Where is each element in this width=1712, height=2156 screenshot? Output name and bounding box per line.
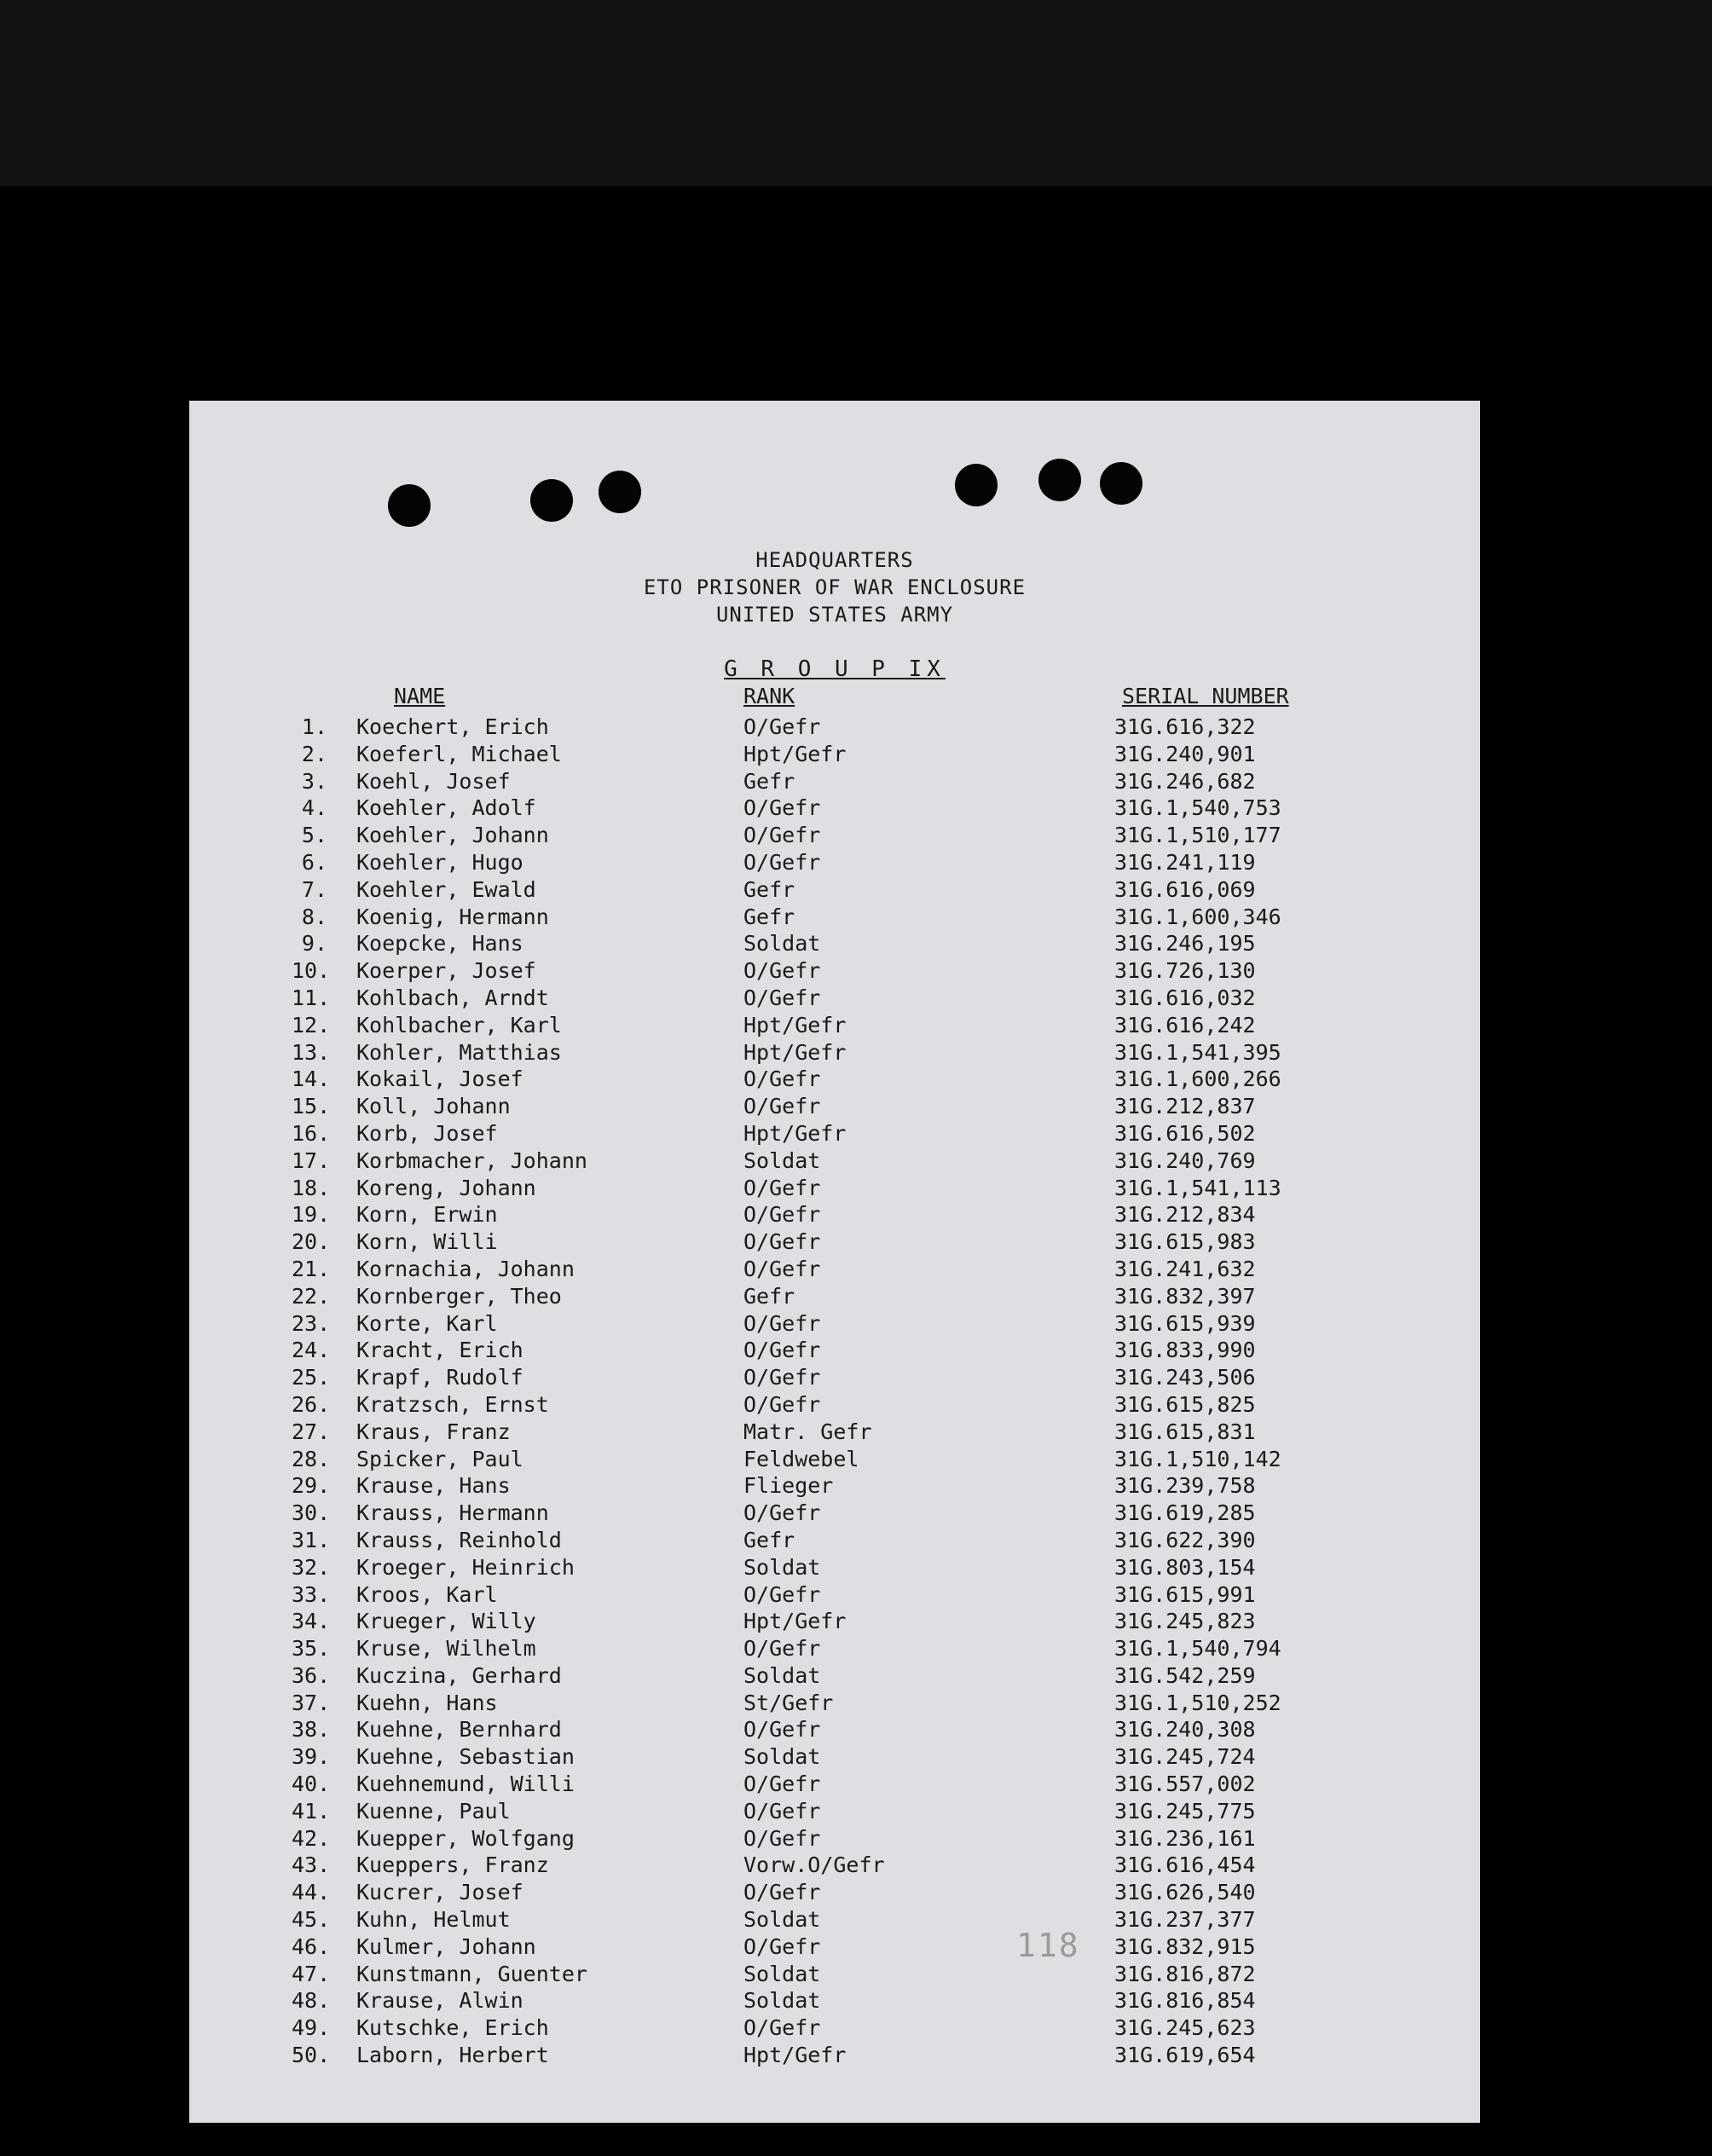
prisoner-name: Koehler, Hugo — [356, 849, 523, 875]
serial-number: 31G.1,541,395 — [1114, 1039, 1281, 1065]
prisoner-rank: Soldat — [743, 1554, 821, 1580]
row-number: 23. — [292, 1310, 331, 1336]
list-item — [189, 1338, 1480, 1365]
list-item — [189, 1284, 1480, 1311]
serial-number: 31G.240,901 — [1114, 741, 1256, 766]
prisoner-rank: O/Gefr — [743, 1500, 821, 1526]
serial-number: 31G.246,195 — [1114, 931, 1256, 957]
row-number: 33. — [292, 1581, 331, 1607]
list-item — [189, 1555, 1480, 1582]
prisoner-list — [189, 714, 1480, 2070]
list-item — [189, 1121, 1480, 1148]
serial-number: 31G.1,510,252 — [1114, 1690, 1281, 1715]
serial-number: 31G.616,069 — [1114, 876, 1256, 902]
row-number: 11. — [292, 985, 331, 1010]
prisoner-name: Koenig, Hermann — [356, 904, 549, 929]
prisoner-rank: Soldat — [743, 1988, 821, 2014]
column-header-name: NAME — [394, 684, 446, 708]
serial-number: 31G.833,990 — [1114, 1338, 1256, 1363]
prisoner-name: Koepcke, Hans — [356, 931, 523, 957]
prisoner-rank: O/Gefr — [743, 958, 821, 984]
prisoner-rank: O/Gefr — [743, 714, 821, 739]
prisoner-rank: Soldat — [743, 1147, 821, 1173]
header-line-1: HEADQUARTERS — [755, 548, 914, 572]
list-item — [189, 795, 1480, 823]
serial-number: 31G.616,322 — [1114, 714, 1256, 739]
row-number: 17. — [292, 1147, 331, 1173]
list-item — [189, 1392, 1480, 1419]
prisoner-rank: Soldat — [743, 1907, 821, 1933]
punch-hole — [388, 484, 431, 527]
row-number: 40. — [292, 1772, 331, 1797]
list-item — [189, 1691, 1480, 1718]
serial-number: 31G.615,825 — [1114, 1391, 1256, 1417]
row-number: 16. — [292, 1120, 331, 1146]
prisoner-name: Kunstmann, Guenter — [356, 1961, 587, 1986]
prisoner-name: Koehler, Johann — [356, 823, 549, 848]
prisoner-rank: O/Gefr — [743, 795, 821, 821]
prisoner-name: Kornachia, Johann — [356, 1256, 575, 1281]
serial-number: 31G.622,390 — [1114, 1527, 1256, 1552]
prisoner-name: Kruse, Wilhelm — [356, 1636, 536, 1662]
serial-number: 31G.616,032 — [1114, 985, 1256, 1010]
prisoner-name: Kutschke, Erich — [356, 2015, 549, 2041]
list-item — [189, 1365, 1480, 1392]
prisoner-rank: Flieger — [743, 1473, 834, 1499]
prisoner-rank: Gefr — [743, 1527, 795, 1552]
row-number: 41. — [292, 1798, 331, 1824]
row-number: 35. — [292, 1636, 331, 1662]
prisoner-rank: O/Gefr — [743, 1825, 821, 1851]
column-header-rank: RANK — [743, 684, 795, 708]
prisoner-name: Krauss, Reinhold — [356, 1527, 562, 1552]
list-item — [189, 1853, 1480, 1880]
serial-number: 31G.240,308 — [1114, 1717, 1256, 1743]
serial-number: 31G.1,510,177 — [1114, 823, 1281, 848]
list-item — [189, 1094, 1480, 1121]
row-number: 47. — [292, 1961, 331, 1986]
serial-number: 31G.615,939 — [1114, 1310, 1256, 1336]
prisoner-rank: O/Gefr — [743, 985, 821, 1010]
row-number: 14. — [292, 1066, 331, 1092]
serial-number: 31G.615,983 — [1114, 1229, 1256, 1255]
prisoner-name: Krueger, Willy — [356, 1609, 536, 1634]
prisoner-name: Koehler, Ewald — [356, 876, 536, 902]
list-item — [189, 1880, 1480, 1907]
prisoner-rank: O/Gefr — [743, 1256, 821, 1281]
serial-number: 31G.245,823 — [1114, 1609, 1256, 1634]
list-item — [189, 769, 1480, 796]
serial-number: 31G.245,724 — [1114, 1744, 1256, 1770]
row-number: 12. — [292, 1012, 331, 1038]
prisoner-name: Korn, Erwin — [356, 1202, 498, 1228]
prisoner-name: Kuehnemund, Willi — [356, 1772, 575, 1797]
prisoner-name: Korn, Willi — [356, 1229, 498, 1255]
prisoner-rank: O/Gefr — [743, 1066, 821, 1092]
prisoner-rank: O/Gefr — [743, 1202, 821, 1228]
prisoner-rank: Soldat — [743, 1662, 821, 1688]
list-item — [189, 1013, 1480, 1040]
list-item — [189, 1609, 1480, 1636]
prisoner-name: Kokail, Josef — [356, 1066, 523, 1092]
row-number: 42. — [292, 1825, 331, 1851]
group-title: G R O U P IX — [724, 656, 946, 682]
list-item — [189, 931, 1480, 958]
prisoner-name: Krause, Alwin — [356, 1988, 523, 2014]
prisoner-rank: O/Gefr — [743, 1933, 821, 1959]
serial-number: 31G.616,242 — [1114, 1012, 1256, 1038]
row-number: 24. — [292, 1338, 331, 1363]
row-number: 46. — [292, 1933, 331, 1959]
row-number: 8. — [301, 904, 327, 929]
list-item — [189, 1311, 1480, 1338]
prisoner-rank: O/Gefr — [743, 1338, 821, 1363]
list-item — [189, 742, 1480, 769]
prisoner-name: Kratzsch, Ernst — [356, 1391, 549, 1417]
list-item — [189, 850, 1480, 877]
list-item — [189, 1176, 1480, 1203]
serial-number: 31G.1,600,266 — [1114, 1066, 1281, 1092]
prisoner-rank: Gefr — [743, 1283, 795, 1309]
serial-number: 31G.240,769 — [1114, 1147, 1256, 1173]
list-item — [189, 823, 1480, 850]
prisoner-name: Korb, Josef — [356, 1120, 498, 1146]
row-number: 2. — [301, 741, 327, 766]
prisoner-name: Koehler, Adolf — [356, 795, 536, 821]
list-item — [189, 1473, 1480, 1500]
prisoner-name: Kracht, Erich — [356, 1338, 523, 1363]
prisoner-rank: Hpt/Gefr — [743, 2043, 847, 2068]
serial-number: 31G.726,130 — [1114, 958, 1256, 984]
list-item — [189, 1040, 1480, 1067]
row-number: 37. — [292, 1690, 331, 1715]
serial-number: 31G.626,540 — [1114, 1880, 1256, 1905]
prisoner-name: Kuehn, Hans — [356, 1690, 498, 1715]
prisoner-name: Kroeger, Heinrich — [356, 1554, 575, 1580]
row-number: 15. — [292, 1094, 331, 1119]
serial-number: 31G.615,831 — [1114, 1419, 1256, 1444]
row-number: 28. — [292, 1446, 331, 1471]
prisoner-rank: Gefr — [743, 876, 795, 902]
list-item — [189, 1066, 1480, 1094]
prisoner-rank: O/Gefr — [743, 1581, 821, 1607]
list-item — [189, 1148, 1480, 1176]
list-item — [189, 1500, 1480, 1528]
header-line-2: ETO PRISONER OF WAR ENCLOSURE — [643, 575, 1027, 599]
list-item — [189, 2015, 1480, 2043]
list-item — [189, 1582, 1480, 1610]
prisoner-rank: Gefr — [743, 768, 795, 794]
row-number: 10. — [292, 958, 331, 984]
row-number: 18. — [292, 1175, 331, 1200]
row-number: 38. — [292, 1717, 331, 1743]
punch-hole — [1038, 459, 1081, 501]
row-number: 44. — [292, 1880, 331, 1905]
prisoner-name: Krapf, Rudolf — [356, 1365, 523, 1390]
serial-number: 31G.1,541,113 — [1114, 1175, 1281, 1200]
prisoner-rank: O/Gefr — [743, 823, 821, 848]
prisoner-rank: O/Gefr — [743, 1229, 821, 1255]
serial-number: 31G.619,654 — [1114, 2043, 1256, 2068]
row-number: 50. — [292, 2043, 331, 2068]
prisoner-name: Koechert, Erich — [356, 714, 549, 739]
serial-number: 31G.245,623 — [1114, 2015, 1256, 2041]
prisoner-rank: O/Gefr — [743, 1717, 821, 1743]
serial-number: 31G.832,915 — [1114, 1933, 1256, 1959]
list-item — [189, 1663, 1480, 1691]
prisoner-name: Koll, Johann — [356, 1094, 511, 1119]
prisoner-name: Krauss, Hermann — [356, 1500, 549, 1526]
prisoner-name: Kuepper, Wolfgang — [356, 1825, 575, 1851]
row-number: 21. — [292, 1256, 331, 1281]
serial-number: 31G.241,119 — [1114, 849, 1256, 875]
serial-number: 31G.816,872 — [1114, 1961, 1256, 1986]
list-item — [189, 1988, 1480, 2015]
prisoner-name: Korte, Karl — [356, 1310, 498, 1336]
row-number: 26. — [292, 1391, 331, 1417]
list-item — [189, 1934, 1480, 1962]
row-number: 30. — [292, 1500, 331, 1526]
serial-number: 31G.239,758 — [1114, 1473, 1256, 1499]
list-item — [189, 1717, 1480, 1744]
page-number-stamp: 118 — [1016, 1927, 1080, 1964]
prisoner-rank: Hpt/Gefr — [743, 1039, 847, 1065]
prisoner-rank: O/Gefr — [743, 1310, 821, 1336]
prisoner-rank: O/Gefr — [743, 1772, 821, 1797]
row-number: 9. — [301, 931, 327, 957]
row-number: 43. — [292, 1853, 331, 1878]
serial-number: 31G.236,161 — [1114, 1825, 1256, 1851]
list-item — [189, 1229, 1480, 1257]
row-number: 4. — [301, 795, 327, 821]
serial-number: 31G.212,837 — [1114, 1094, 1256, 1119]
serial-number: 31G.832,397 — [1114, 1283, 1256, 1309]
prisoner-name: Laborn, Herbert — [356, 2043, 549, 2068]
prisoner-rank: Matr. Gefr — [743, 1419, 872, 1444]
serial-number: 31G.616,502 — [1114, 1120, 1256, 1146]
prisoner-rank: Soldat — [743, 931, 821, 957]
prisoner-rank: O/Gefr — [743, 1880, 821, 1905]
prisoner-rank: O/Gefr — [743, 1175, 821, 1200]
list-item — [189, 1447, 1480, 1474]
row-number: 48. — [292, 1988, 331, 2014]
prisoner-rank: Hpt/Gefr — [743, 1609, 847, 1634]
prisoner-rank: O/Gefr — [743, 1094, 821, 1119]
serial-number: 31G.245,775 — [1114, 1798, 1256, 1824]
prisoner-name: Kuehne, Sebastian — [356, 1744, 575, 1770]
row-number: 36. — [292, 1662, 331, 1688]
serial-number: 31G.1,600,346 — [1114, 904, 1281, 929]
header-line-3: UNITED STATES ARMY — [715, 603, 954, 627]
list-item — [189, 1528, 1480, 1555]
serial-number: 31G.615,991 — [1114, 1581, 1256, 1607]
list-item — [189, 877, 1480, 905]
prisoner-name: Kuehne, Bernhard — [356, 1717, 562, 1743]
prisoner-name: Kraus, Franz — [356, 1419, 511, 1444]
prisoner-name: Kroos, Karl — [356, 1581, 498, 1607]
prisoner-rank: Hpt/Gefr — [743, 1120, 847, 1146]
list-item — [189, 986, 1480, 1013]
list-item — [189, 1636, 1480, 1663]
prisoner-rank: O/Gefr — [743, 1391, 821, 1417]
serial-number: 31G.803,154 — [1114, 1554, 1256, 1580]
prisoner-rank: O/Gefr — [743, 1798, 821, 1824]
prisoner-name: Kuczina, Gerhard — [356, 1662, 562, 1688]
list-item — [189, 1257, 1480, 1284]
prisoner-name: Koehl, Josef — [356, 768, 511, 794]
prisoner-name: Kuhn, Helmut — [356, 1907, 511, 1933]
prisoner-name: Koeferl, Michael — [356, 741, 562, 766]
prisoner-name: Kuenne, Paul — [356, 1798, 511, 1824]
punch-hole — [599, 471, 641, 513]
list-item — [189, 1744, 1480, 1772]
list-item — [189, 1202, 1480, 1229]
serial-number: 31G.1,540,753 — [1114, 795, 1281, 821]
row-number: 5. — [301, 823, 327, 848]
serial-number: 31G.542,259 — [1114, 1662, 1256, 1688]
prisoner-name: Kulmer, Johann — [356, 1933, 536, 1959]
row-number: 3. — [301, 768, 327, 794]
prisoner-rank: O/Gefr — [743, 1636, 821, 1662]
prisoner-rank: Hpt/Gefr — [743, 741, 847, 766]
document-page — [189, 401, 1480, 2123]
row-number: 32. — [292, 1554, 331, 1580]
serial-number: 31G.1,540,794 — [1114, 1636, 1281, 1662]
punch-hole — [955, 464, 998, 506]
list-item — [189, 1907, 1480, 1934]
list-item — [189, 1799, 1480, 1826]
prisoner-name: Kueppers, Franz — [356, 1853, 549, 1878]
list-item — [189, 1962, 1480, 1989]
prisoner-name: Koerper, Josef — [356, 958, 536, 984]
prisoner-name: Kohlbach, Arndt — [356, 985, 549, 1010]
row-number: 49. — [292, 2015, 331, 2041]
list-item — [189, 1772, 1480, 1799]
list-item — [189, 905, 1480, 932]
serial-number: 31G.212,834 — [1114, 1202, 1256, 1228]
row-number: 1. — [301, 714, 327, 739]
row-number: 20. — [292, 1229, 331, 1255]
scanner-background-band — [0, 0, 1712, 186]
prisoner-rank: St/Gefr — [743, 1690, 834, 1715]
serial-number: 31G.241,632 — [1114, 1256, 1256, 1281]
list-item — [189, 1419, 1480, 1447]
list-item — [189, 958, 1480, 986]
prisoner-name: Krause, Hans — [356, 1473, 511, 1499]
serial-number: 31G.557,002 — [1114, 1772, 1256, 1797]
row-number: 27. — [292, 1419, 331, 1444]
prisoner-name: Kornberger, Theo — [356, 1283, 562, 1309]
list-item — [189, 1826, 1480, 1853]
prisoner-rank: O/Gefr — [743, 849, 821, 875]
prisoner-name: Kohlbacher, Karl — [356, 1012, 562, 1038]
row-number: 13. — [292, 1039, 331, 1065]
row-number: 22. — [292, 1283, 331, 1309]
prisoner-rank: Vorw.O/Gefr — [743, 1853, 885, 1878]
prisoner-name: Korbmacher, Johann — [356, 1147, 587, 1173]
row-number: 19. — [292, 1202, 331, 1228]
list-item — [189, 2043, 1480, 2070]
row-number: 39. — [292, 1744, 331, 1770]
prisoner-name: Spicker, Paul — [356, 1446, 523, 1471]
serial-number: 31G.1,510,142 — [1114, 1446, 1281, 1471]
serial-number: 31G.616,454 — [1114, 1853, 1256, 1878]
list-item — [189, 714, 1480, 742]
prisoner-rank: Hpt/Gefr — [743, 1012, 847, 1038]
prisoner-rank: Gefr — [743, 904, 795, 929]
row-number: 45. — [292, 1907, 331, 1933]
row-number: 25. — [292, 1365, 331, 1390]
serial-number: 31G.816,854 — [1114, 1988, 1256, 2014]
column-header-serial: SERIAL NUMBER — [1122, 684, 1289, 708]
prisoner-rank: O/Gefr — [743, 1365, 821, 1390]
prisoner-name: Kucrer, Josef — [356, 1880, 523, 1905]
prisoner-rank: Soldat — [743, 1744, 821, 1770]
prisoner-name: Kohler, Matthias — [356, 1039, 562, 1065]
prisoner-rank: Feldwebel — [743, 1446, 859, 1471]
row-number: 7. — [301, 876, 327, 902]
prisoner-name: Koreng, Johann — [356, 1175, 536, 1200]
serial-number: 31G.237,377 — [1114, 1907, 1256, 1933]
row-number: 29. — [292, 1473, 331, 1499]
row-number: 31. — [292, 1527, 331, 1552]
row-number: 34. — [292, 1609, 331, 1634]
serial-number: 31G.246,682 — [1114, 768, 1256, 794]
serial-number: 31G.619,285 — [1114, 1500, 1256, 1526]
prisoner-rank: Soldat — [743, 1961, 821, 1986]
row-number: 6. — [301, 849, 327, 875]
punch-hole — [530, 479, 573, 522]
prisoner-rank: O/Gefr — [743, 2015, 821, 2041]
punch-hole — [1100, 462, 1142, 505]
serial-number: 31G.243,506 — [1114, 1365, 1256, 1390]
